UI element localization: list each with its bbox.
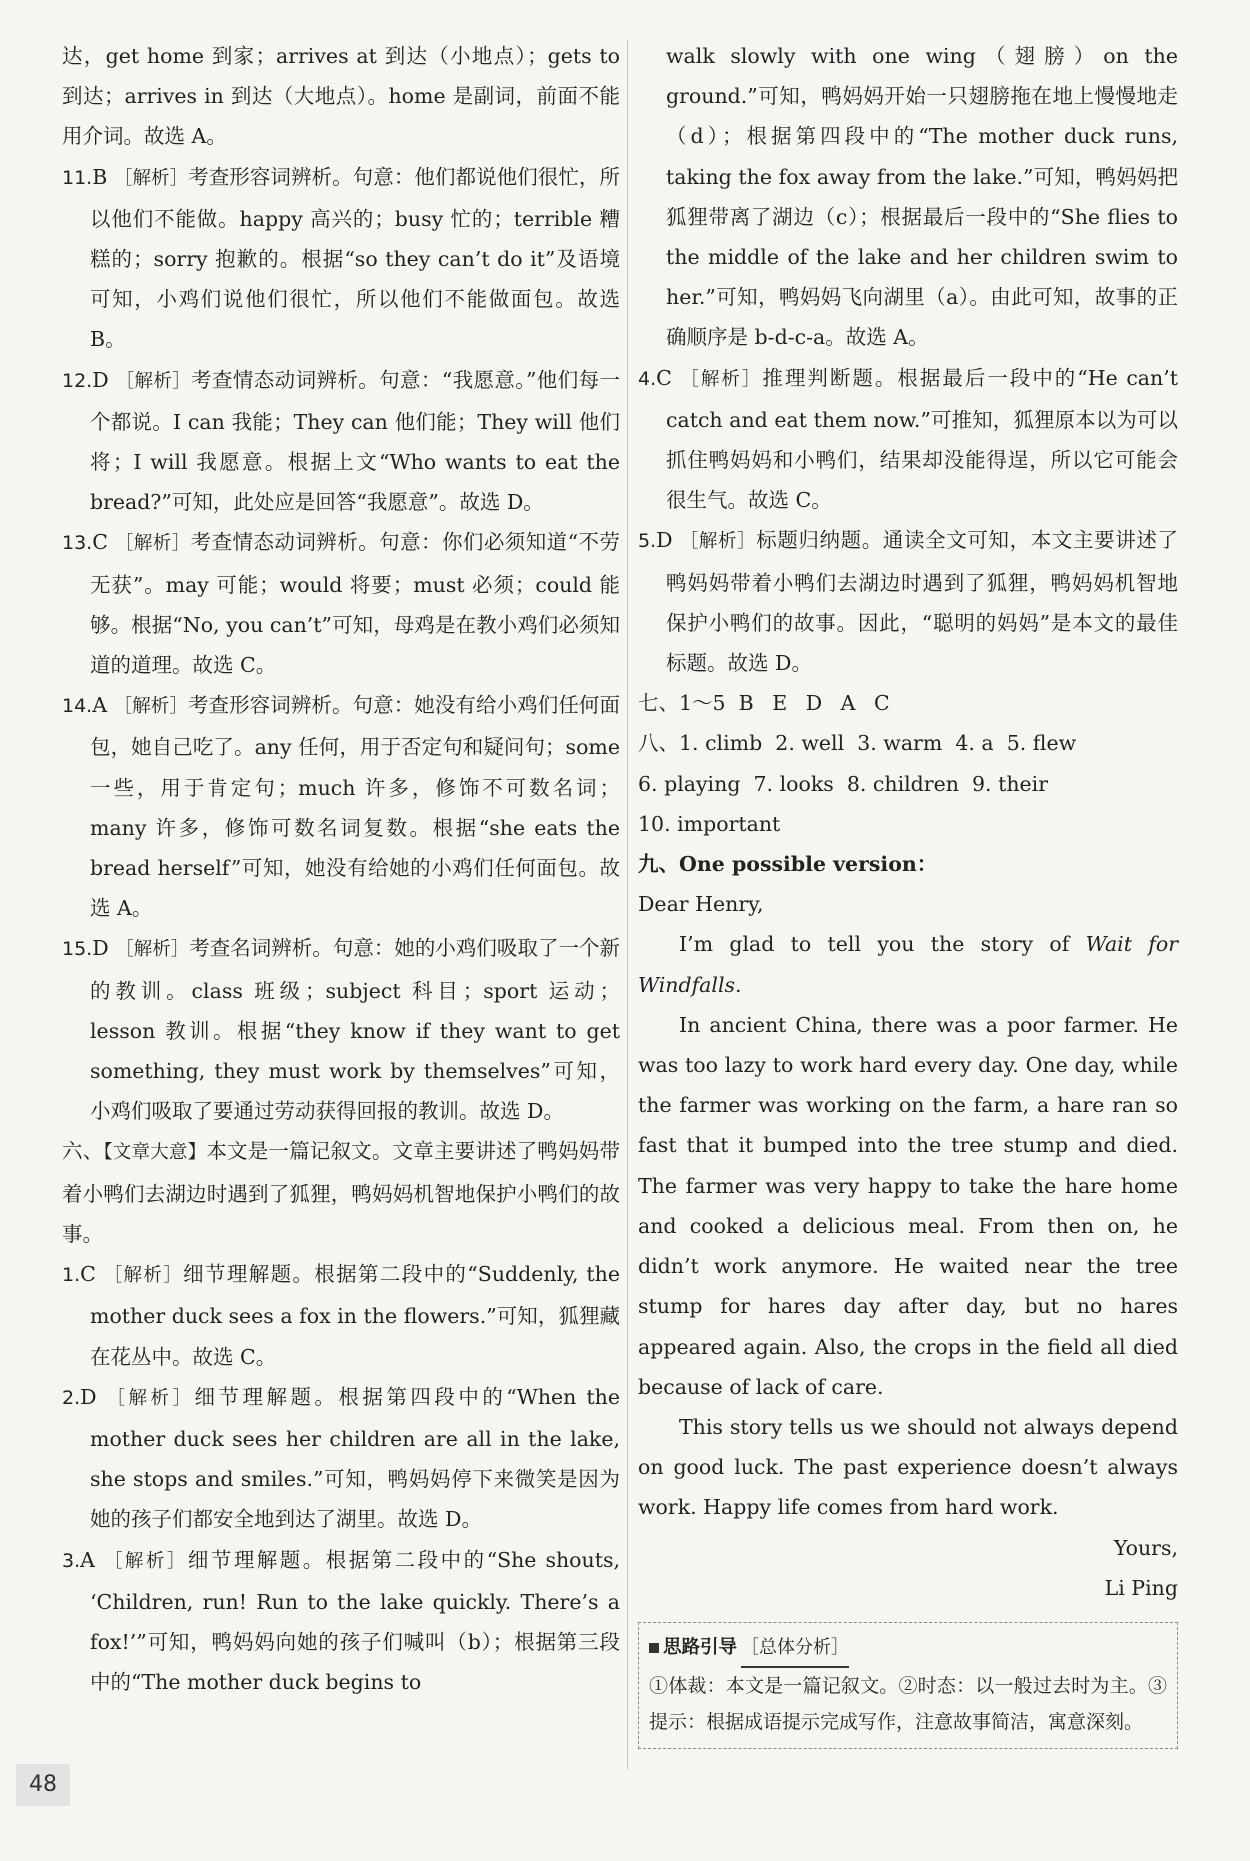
- letter-paragraph-2: In ancient China, there was a poor farmer. He was too lazy to work hard every day. One day, while the farmer was working on the farm, a hare ran so fast that it bumped into the tree stump and died. The farmer was very happy to take the hare home and cooked a delicious meal. From then on, he didn’t work anymore. He waited near the tree stump for hares day after day, but no hares appeared again. Also, the crops in the field all died because of lack of care.: [638, 1012, 1178, 1399]
- page-number: 48: [16, 1764, 70, 1806]
- letter-signature: Li Ping: [1104, 1575, 1178, 1600]
- answer-15: 15.D ［解析］考查名词辨析。句意：她的小鸡们吸取了一个新的教训。class 班级；subject 科目；sport 运动；lesson 教训。根据“they know if they want to get something, they must work by themselves”可知，小鸡们吸取了要通过劳动获得回报的教训。故选 D。: [62, 936, 620, 1124]
- column-divider: [627, 40, 628, 1770]
- answer-13: 13.C ［解析］考查情态动词辨析。句意：你们必须知道“不劳无获”。may 可能；would 将要；must 必须；could 能够。根据“No, you can’t”可知，母鸡是在教小鸡们必须知道的道理。故选 C。: [62, 530, 620, 678]
- fill-answer-4: 4. a: [955, 731, 994, 756]
- fill-answer-6: 6. playing: [638, 771, 741, 796]
- reading-answer-3-continuation: walk slowly with one wing（翅膀）on the ground.”可知，鸭妈妈开始一只翅膀拖在地上慢慢地走（d）；根据第四段中的“The mother duck runs, taking the fox away from the lake.”可知，鸭妈妈把狐狸带离了湖边（c）；根据最后一段中的“She flies to the middle of the lake and her children swim to her.”可知，鸭妈妈飞向湖里（a）。由此可知，故事的正确顺序是 b-d-c-a。故选 A。: [666, 44, 1178, 350]
- letter-greeting: Dear Henry,: [638, 892, 764, 917]
- fill-answer-9: 9. their: [972, 771, 1049, 796]
- reading-answer-1: 1.C ［解析］细节理解题。根据第二段中的“Suddenly, the mother duck sees a fox in the flowers.”可知，狐狸藏在花丛中。故选 C。: [62, 1262, 620, 1369]
- fill-answer-1: 1. climb: [679, 731, 763, 756]
- fill-answer-3: 3. warm: [857, 731, 943, 756]
- square-bullet-icon: [649, 1643, 659, 1653]
- section-7-answers: 七、1～5 B E D A C: [638, 691, 896, 716]
- tip-text: ①体裁：本文是一篇记叙文。②时态：以一般过去时为主。③提示：根据成语提示完成写作，注意故事简洁，寓意深刻。: [649, 1674, 1167, 1733]
- answer-11: 11.B ［解析］考查形容词辨析。句意：他们都说他们很忙，所以他们不能做。happy 高兴的；busy 忙的；terrible 糟糕的；sorry 抱歉的。根据“so they can’t do it”及语境可知，小鸡们说他们很忙，所以他们不能做面包。故选 B。: [62, 164, 620, 352]
- letter-paragraph-3: This story tells us we should not always depend on good luck. The past experience doesn’t always work. Happy life comes from hard work.: [638, 1414, 1178, 1520]
- fill-answer-7: 7. looks: [753, 771, 834, 796]
- reading-answer-4: 4.C ［解析］推理判断题。根据最后一段中的“He can’t catch and eat them now.”可推知，狐狸原本以为可以抓住鸭妈妈和小鸭们，结果却没能得逞，所以它可能会很生气。故选 C。: [638, 365, 1178, 513]
- right-column: [638, 36, 1178, 1749]
- reading-answer-5: 5.D ［解析］标题归纳题。通读全文可知，本文主要讲述了鸭妈妈带着小鸭们去湖边时遇到了狐狸，鸭妈妈机智地保护小鸭们的故事。因此，“聪明的妈妈”是本文的最佳标题。故选 D。: [638, 528, 1178, 676]
- section-9-heading: 九、One possible version：: [638, 852, 938, 877]
- left-column: [62, 36, 620, 1702]
- answer-continuation: 达，get home 到家；arrives at 到达（小地点）；gets to 到达；arrives in 到达（大地点）。home 是副词，前面不能用介词。故选 A。: [62, 44, 620, 149]
- letter-paragraph-1: I’m glad to tell you the story of Wait for Windfalls.: [638, 932, 1178, 997]
- answer-12: 12.D ［解析］考查情态动词辨析。句意：“我愿意。”他们每一个都说。I can 我能；They can 他们能；They will 他们将；I will 我愿意。根据上文“Who wants to eat the bread?”可知，此处应是回答“我愿意”。故选 D。: [62, 367, 620, 515]
- fill-answer-5: 5. flew: [1006, 731, 1077, 756]
- section-6-summary: 六、【文章大意】本文是一篇记叙文。文章主要讲述了鸭妈妈带着小鸭们去湖边时遇到了狐狸，鸭妈妈机智地保护小鸭们的故事。: [62, 1139, 620, 1246]
- writing-tip-box: [638, 1622, 1178, 1749]
- reading-answer-3: 3.A ［解析］细节理解题。根据第二段中的“She shouts, ‘Children, run! Run to the lake quickly. There’s a fox!’”可知，鸭妈妈向她的孩子们喊叫（b）；根据第三段中的“The mother duck begins to: [62, 1547, 620, 1695]
- tip-header: 思路引导 ［总体分析］: [649, 1629, 1167, 1668]
- sample-letter: [638, 884, 1178, 1608]
- fill-answer-8: 8. children: [846, 771, 959, 796]
- answer-14: 14.A ［解析］考查形容词辨析。句意：她没有给小鸡们任何面包，她自己吃了。any 任何，用于否定句和疑问句；some 一些，用于肯定句；much 许多，修饰不可数名词；many 许多，修饰可数名词复数。根据“she eats the bread herself”可知，她没有给她的小鸡们任何面包。故选 A。: [62, 693, 620, 921]
- section-8-answers: 八、1. climb 2. well 3. warm 4. a 5. flew 6. playing 7. looks 8. children 9. their 10. important: [638, 731, 1077, 836]
- letter-closing: Yours,: [1113, 1535, 1178, 1560]
- reading-answer-2: 2.D ［解析］细节理解题。根据第四段中的“When the mother duck sees her children are all in the lake, she stops and smiles.”可知，鸭妈妈停下来微笑是因为她的孩子们都安全地到达了湖里。故选 D。: [62, 1384, 620, 1532]
- fill-answer-2: 2. well: [775, 731, 845, 756]
- fill-answer-10: 10. important: [638, 811, 781, 836]
